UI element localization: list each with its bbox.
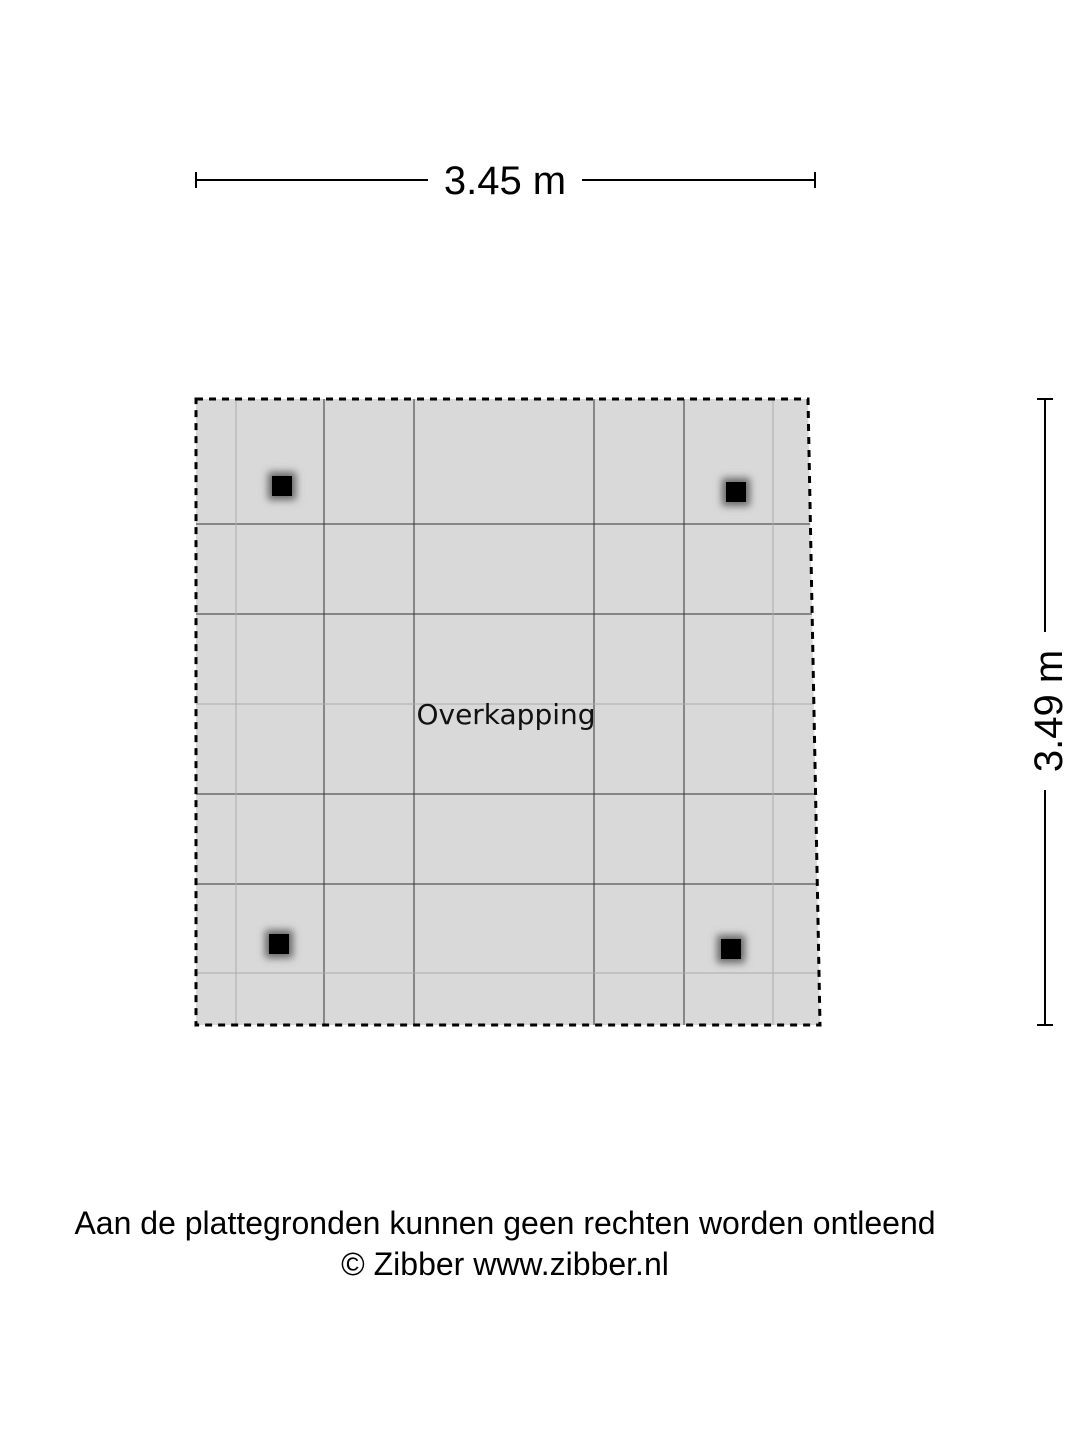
room-label: Overkapping bbox=[416, 698, 596, 731]
post-bottom-right bbox=[717, 935, 745, 963]
height-dimension-label: 3.49 m bbox=[1027, 649, 1071, 773]
width-dimension bbox=[196, 159, 815, 203]
disclaimer-text: Aan de plattegronden kunnen geen rechten worden ontleend bbox=[74, 1205, 936, 1241]
post-bottom-left bbox=[265, 930, 293, 958]
copyright-text: © Zibber www.zibber.nl bbox=[341, 1246, 669, 1282]
height-dimension bbox=[1027, 399, 1071, 1025]
width-dimension-label: 3.45 m bbox=[443, 159, 567, 203]
room-overkapping bbox=[196, 399, 820, 1025]
post-top-left bbox=[268, 472, 296, 500]
post-top-right bbox=[722, 478, 750, 506]
